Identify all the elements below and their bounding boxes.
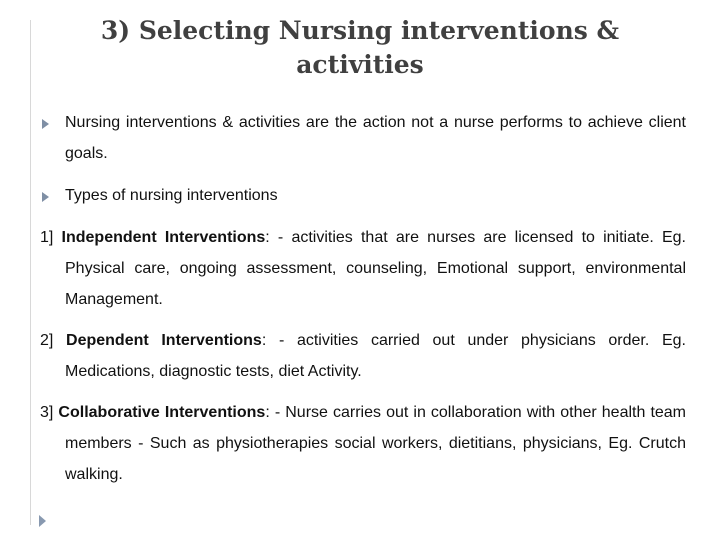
- bullet-arrow-icon: [42, 192, 49, 202]
- item-number: 2]: [40, 332, 54, 349]
- bullet-text: Nursing interventions & activities are the action not a nurse performs to achieve client goals.: [65, 114, 686, 162]
- bullet-text: Types of nursing interventions: [65, 187, 278, 204]
- item-heading: Dependent Interventions: [66, 332, 262, 349]
- item-text: : - activities that are nurses are licensed to initiate. Eg. Physical care, ongoing assessment, counseling, Emotional support, environmental Management.: [65, 229, 687, 308]
- item-text: : - Nurse carries out in collaboration with other health team members - Such as physiotherapies social workers, dietitians, physicians, Eg. Crutch walking.: [65, 404, 687, 483]
- next-arrow-icon: [39, 515, 46, 527]
- item-heading: Independent Interventions: [61, 229, 266, 246]
- item-heading: Collaborative Interventions: [58, 404, 266, 421]
- title-line-1: 3) Selecting Nursing interventions &: [100, 16, 620, 45]
- intervention-item-dependent: [40, 325, 686, 387]
- slide-body: [40, 107, 686, 500]
- title-line-2: activities: [296, 50, 424, 79]
- left-border-line: [30, 20, 31, 525]
- intervention-item-collaborative: [40, 397, 686, 490]
- slide-title: [60, 14, 660, 82]
- bullet-item: [40, 180, 686, 211]
- bullet-arrow-icon: [42, 119, 49, 129]
- item-number: 3]: [40, 404, 54, 421]
- item-number: 1]: [40, 229, 54, 246]
- bullet-item: [40, 107, 686, 169]
- intervention-item-independent: [40, 222, 686, 315]
- item-text: : - activities carried out under physicians order. Eg. Medications, diagnostic tests, diet Activity.: [65, 332, 687, 380]
